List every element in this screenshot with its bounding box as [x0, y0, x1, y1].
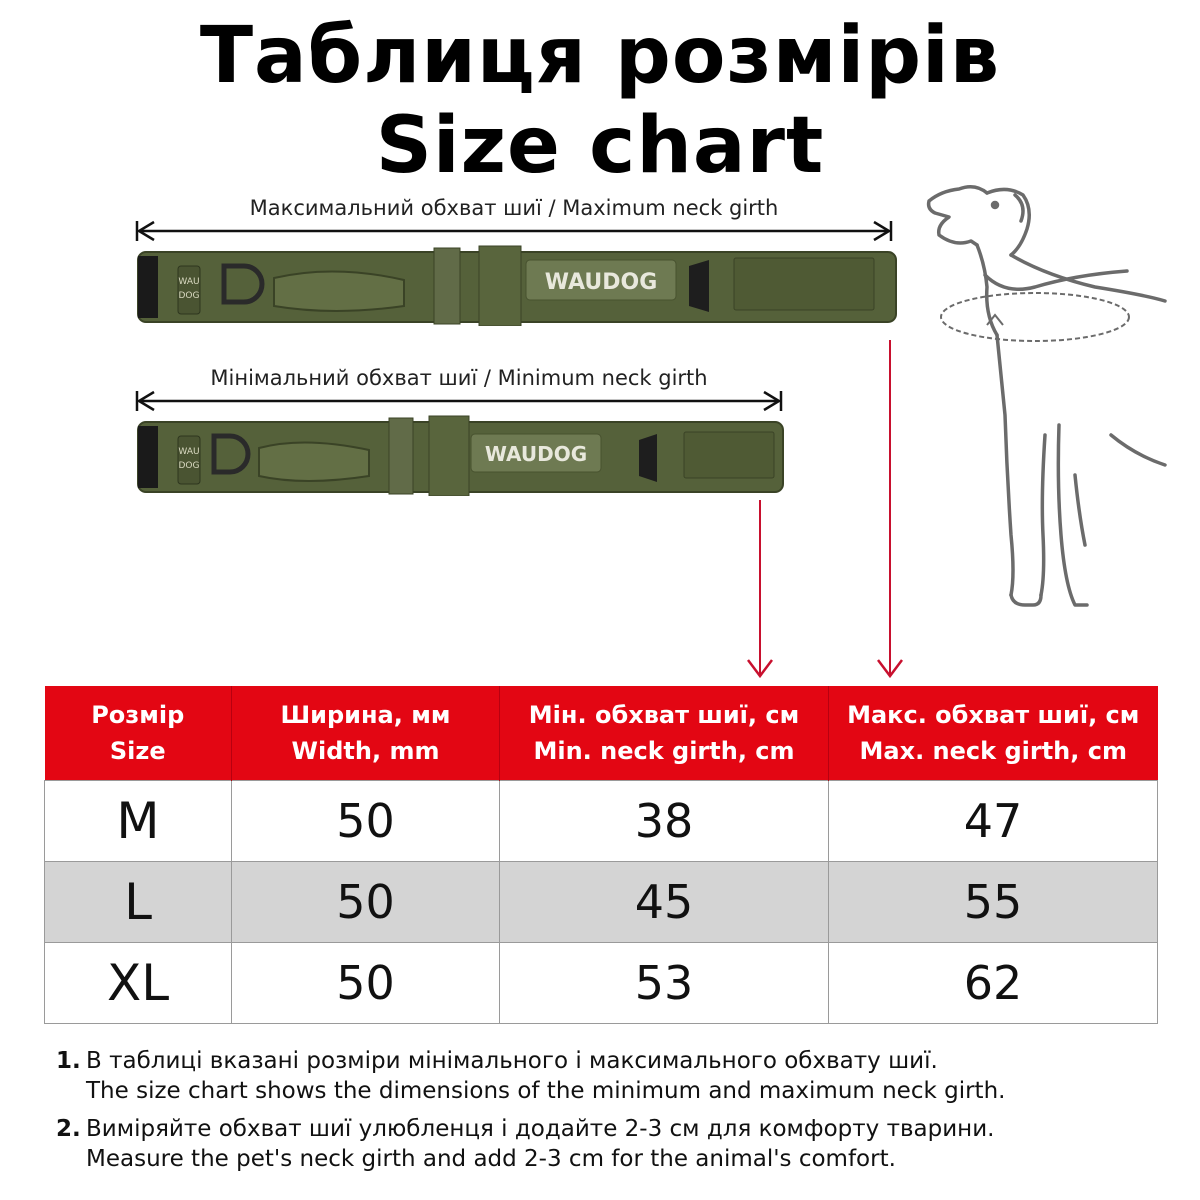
collar-min-brand: WAUDOG: [484, 442, 588, 466]
size-table: [44, 686, 1158, 1024]
min-girth-arrow: [134, 388, 784, 414]
header-size: Розмір Size: [45, 686, 232, 781]
table-row: [45, 943, 1158, 1024]
note-item: [56, 1046, 1176, 1106]
max-girth-arrow: [134, 218, 894, 244]
cell-max-girth: 55: [829, 862, 1158, 943]
min-pointer-arrow: [745, 500, 775, 680]
note-text-en: The size chart shows the dimensions of the minimum and maximum neck girth.: [86, 1078, 1006, 1104]
cell-min-girth: 45: [500, 862, 829, 943]
cell-min-girth: 38: [500, 781, 829, 862]
title-ukrainian: Таблиця розмірів: [199, 11, 1001, 101]
header-width: Ширина, мм Width, mm: [232, 686, 500, 781]
note-item: [56, 1114, 1176, 1174]
collar-max-image: [134, 244, 904, 330]
min-girth-label: Мінімальний обхват шиї / Minimum neck girth: [210, 366, 708, 390]
collar-max-brand: WAUDOG: [544, 270, 658, 295]
notes: [56, 1046, 1176, 1182]
note-number: 1.: [56, 1048, 81, 1074]
note-text-uk: Виміряйте обхват шиї улюбленця і додайте 2-3 см для комфорту тварини.: [86, 1116, 995, 1142]
max-pointer-arrow: [875, 340, 905, 680]
neck-girth-loop: [941, 293, 1129, 341]
table-row: [45, 862, 1158, 943]
collar-min-image: [134, 414, 789, 500]
cell-size: XL: [45, 943, 232, 1024]
table-row: [45, 781, 1158, 862]
title-english: Size chart: [375, 101, 825, 191]
note-text-uk: В таблиці вказані розміри мінімального і максимального обхвату шиї.: [86, 1048, 938, 1074]
svg-text:WAU: WAU: [178, 447, 200, 457]
cell-max-girth: 62: [829, 943, 1158, 1024]
cell-size: M: [45, 781, 232, 862]
max-girth-measure: [134, 196, 894, 236]
dog-outline-illustration: [915, 175, 1175, 625]
cell-width: 50: [232, 862, 500, 943]
min-girth-measure: [134, 366, 784, 406]
header-min-girth: Мін. обхват шиї, см Min. neck girth, cm: [500, 686, 829, 781]
svg-text:WAU: WAU: [178, 277, 200, 287]
cell-size: L: [45, 862, 232, 943]
svg-text:DOG: DOG: [178, 461, 200, 471]
cell-min-girth: 53: [500, 943, 829, 1024]
note-text-en: Measure the pet's neck girth and add 2-3 cm for the animal's comfort.: [86, 1146, 896, 1172]
max-girth-label: Максимальний обхват шиї / Maximum neck girth: [249, 196, 779, 220]
cell-max-girth: 47: [829, 781, 1158, 862]
cell-width: 50: [232, 781, 500, 862]
header-max-girth: Макс. обхват шиї, см Max. neck girth, cm: [829, 686, 1158, 781]
cell-width: 50: [232, 943, 500, 1024]
svg-text:DOG: DOG: [178, 291, 200, 301]
note-number: 2.: [56, 1116, 81, 1142]
table-header-row: [45, 686, 1158, 781]
